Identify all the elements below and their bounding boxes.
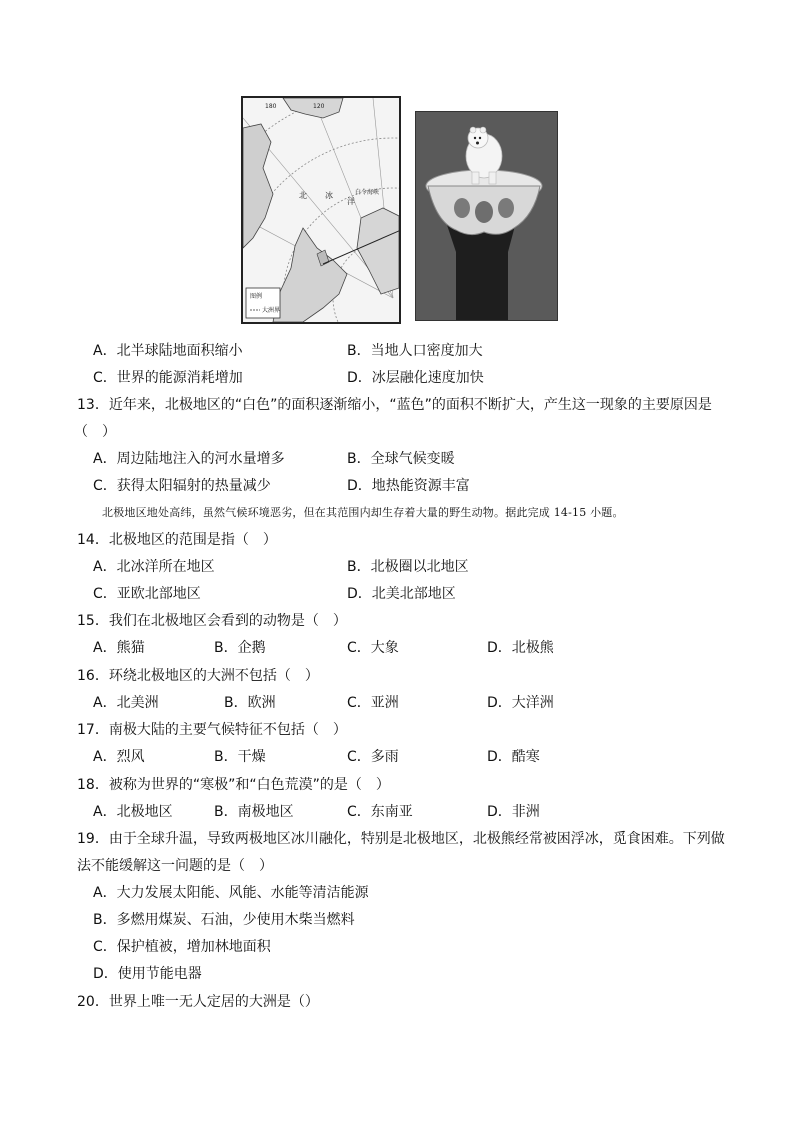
q13-option-c: C．获得太阳辐射的热量减少 [93, 478, 271, 494]
q14-option-d: D．北美北部地区 [347, 586, 456, 602]
q14-option-a: A．北冰洋所在地区 [93, 559, 215, 575]
figure-arctic [241, 96, 558, 324]
q12-option-a: A．北半球陆地面积缩小 [93, 343, 243, 359]
q15-option-d: D．北极熊 [487, 640, 554, 656]
q16-option-d: D．大洋洲 [487, 695, 554, 711]
q18-stem: 18．被称为世界的“寒极”和“白色荒漠”的是（ ） [77, 777, 390, 793]
q14-stem: 14．北极地区的范围是指（ ） [77, 532, 277, 548]
q17-option-c: C．多雨 [347, 749, 399, 765]
q13-option-b: B．全球气候变暖 [347, 451, 455, 467]
passage-note: 北极地区地处高纬，虽然气候环境恶劣，但在其范围内却生存着大量的野生动物。据此完成 14-15 小题。 [102, 506, 624, 519]
q17-stem: 17．南极大陆的主要气候特征不包括（ ） [77, 722, 347, 738]
q15-option-a: A．熊猫 [93, 640, 145, 656]
map-legend-item: 大洲界 [262, 307, 281, 314]
q19-option-c: C．保护植被，增加林地面积 [93, 939, 271, 955]
q12-option-c: C．世界的能源消耗增加 [93, 370, 243, 386]
q13-stem: 13．近年来，北极地区的“白色”的面积逐渐缩小，“蓝色”的面积不断扩大，产生这一现象的主要原因是 [77, 397, 712, 413]
map-label-yang: 洋 [347, 197, 355, 206]
q16-option-b: B．欧洲 [224, 695, 276, 711]
map-label-bering: 白令海峡 [355, 189, 380, 196]
q16-stem: 16．环绕北极地区的大洲不包括（ ） [77, 668, 319, 684]
q13-paren: （ ） [74, 424, 116, 440]
arctic-map-labels [243, 98, 399, 322]
map-label-180: 180 [265, 103, 277, 110]
q14-option-c: C．亚欧北部地区 [93, 586, 201, 602]
q19-option-d: D．使用节能电器 [93, 966, 202, 982]
q15-option-b: B．企鹅 [214, 640, 266, 656]
q17-option-d: D．酷寒 [487, 749, 540, 765]
q19-stem-line2: 法不能缓解这一问题的是（ ） [77, 858, 273, 874]
q16-option-a: A．北美洲 [93, 695, 159, 711]
q18-option-b: B．南极地区 [214, 804, 294, 820]
q17-option-b: B．干燥 [214, 749, 266, 765]
q18-option-a: A．北极地区 [93, 804, 173, 820]
q15-option-c: C．大象 [347, 640, 399, 656]
q17-option-a: A．烈风 [93, 749, 145, 765]
q19-option-b: B．多燃用煤炭、石油，少使用木柴当燃料 [93, 912, 355, 928]
q15-stem: 15．我们在北极地区会看到的动物是（ ） [77, 613, 347, 629]
q18-option-d: D．非洲 [487, 804, 540, 820]
map-legend-title: 图例 [250, 293, 263, 300]
arctic-map [241, 96, 401, 324]
q20-stem: 20．世界上唯一无人定居的大洲是（） [77, 994, 319, 1010]
q14-option-b: B．北极圈以北地区 [347, 559, 469, 575]
q19-stem-line1: 19．由于全球升温，导致两极地区冰川融化，特别是北极地区，北极熊经常被困浮冰，觅食困难。下列做 [77, 831, 725, 847]
q18-option-c: C．东南亚 [347, 804, 413, 820]
map-label-bei: 北 [299, 191, 307, 200]
q16-option-c: C．亚洲 [347, 695, 399, 711]
polar-bear-photo [415, 111, 558, 321]
polar-bear-on-ice-illustration [416, 112, 557, 320]
q13-option-a: A．周边陆地注入的河水量增多 [93, 451, 285, 467]
map-label-bing: 冰 [325, 191, 333, 200]
q12-option-b: B．当地人口密度加大 [347, 343, 483, 359]
q19-option-a: A．大力发展太阳能、风能、水能等清洁能源 [93, 885, 369, 901]
q12-option-d: D．冰层融化速度加快 [347, 370, 484, 386]
map-label-120: 120 [313, 103, 325, 110]
q13-option-d: D．地热能资源丰富 [347, 478, 470, 494]
